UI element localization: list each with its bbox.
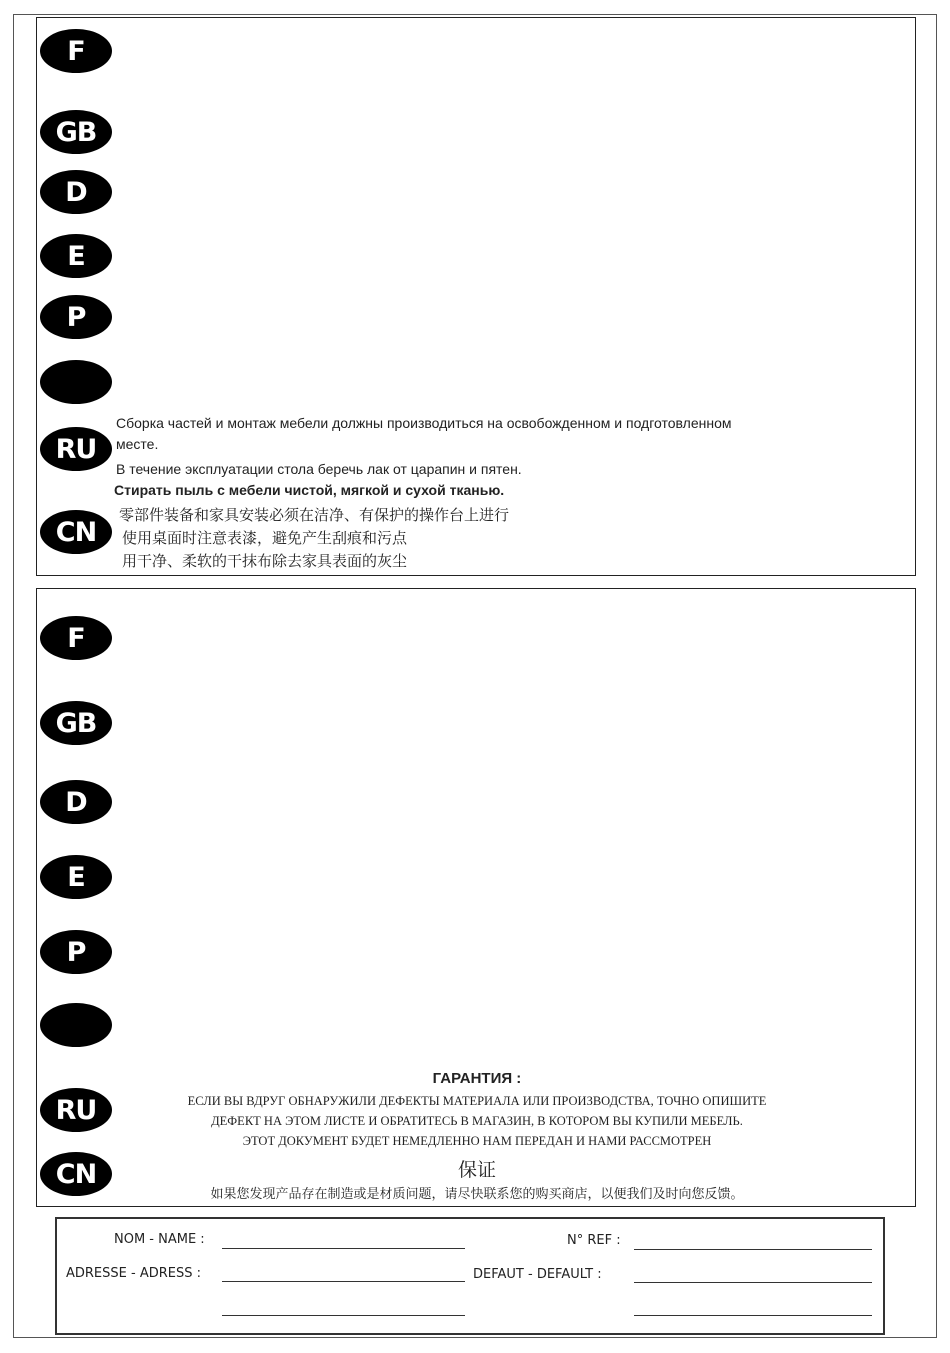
defect-field-line-2[interactable]: [634, 1315, 872, 1316]
cn-warranty-title: 保证: [457, 1159, 496, 1181]
cn-care-line-3: 用干净、柔软的干抹布除去家具表面的灰尘: [122, 552, 408, 570]
lang-badge-blank: [40, 360, 112, 404]
address-label: ADRESSE - ADRESS :: [66, 1266, 201, 1281]
ru-care-line-4: Стирать пыль с мебели чистой, мягкой и сухой тканью.: [114, 482, 505, 498]
ru-care-line-3: В течение эксплуатации стола беречь лак от царапин и пятен.: [116, 461, 522, 477]
lang-badge-gb: GB: [40, 701, 112, 745]
cn-care-line-2: 使用桌面时注意表漆，避免产生刮痕和污点: [122, 529, 408, 547]
ru-care-line-2: месте.: [116, 436, 159, 452]
lang-badge-d: D: [40, 170, 112, 214]
lang-badge-e: E: [40, 855, 112, 899]
defect-label: DEFAUT - DEFAULT :: [473, 1267, 602, 1282]
defect-field-line-1[interactable]: [634, 1282, 872, 1283]
lang-badge-f: F: [40, 616, 112, 660]
ref-label: N° REF :: [567, 1233, 621, 1248]
lang-badge-e: E: [40, 234, 112, 278]
name-field-line[interactable]: [222, 1248, 465, 1249]
address-field-line-2[interactable]: [222, 1315, 465, 1316]
care-instructions-panel: [36, 17, 916, 576]
lang-badge-cn: CN: [40, 1152, 112, 1196]
lang-badge-p: P: [40, 295, 112, 339]
warranty-panel: [36, 588, 916, 1207]
lang-badge-cn: CN: [40, 510, 112, 554]
ru-warranty-line-1: ЕСЛИ ВЫ ВДРУГ ОБНАРУЖИЛИ ДЕФЕКТЫ МАТЕРИАЛА ИЛИ ПРОИЗВОДСТВА, ТОЧНО ОПИШИТЕ: [187, 1094, 767, 1108]
address-field-line-1[interactable]: [222, 1281, 465, 1282]
lang-badge-gb: GB: [40, 110, 112, 154]
ru-warranty-title: ГАРАНТИЯ :: [432, 1070, 522, 1087]
lang-badge-ru: RU: [40, 1088, 112, 1132]
ru-warranty-line-2: ДЕФЕКТ НА ЭТОМ ЛИСТЕ И ОБРАТИТЕСЬ В МАГАЗИН, В КОТОРОМ ВЫ КУПИЛИ МЕБЕЛЬ.: [211, 1114, 743, 1128]
cn-care-line-1: 零部件装备和家具安装必须在洁净、有保护的操作台上进行: [119, 506, 510, 524]
ru-warranty-line-3: ЭТОТ ДОКУМЕНТ БУДЕТ НЕМЕДЛЕННО НАМ ПЕРЕДАН И НАМИ РАССМОТРЕН: [242, 1134, 712, 1148]
ref-field-line[interactable]: [634, 1249, 872, 1250]
lang-badge-d: D: [40, 780, 112, 824]
lang-badge-ru: RU: [40, 427, 112, 471]
ru-care-line-1: Сборка частей и монтаж мебели должны производиться на освобожденном и подготовленном: [116, 415, 732, 431]
lang-badge-f: F: [40, 29, 112, 73]
lang-badge-blank: [40, 1003, 112, 1047]
cn-warranty-line: 如果您发现产品存在制造或是材质问题，请尽快联系您的购买商店，以便我们及时向您反馈。: [210, 1187, 744, 1202]
warranty-form: [55, 1217, 885, 1335]
name-label: NOM - NAME :: [114, 1232, 205, 1247]
lang-badge-p: P: [40, 930, 112, 974]
